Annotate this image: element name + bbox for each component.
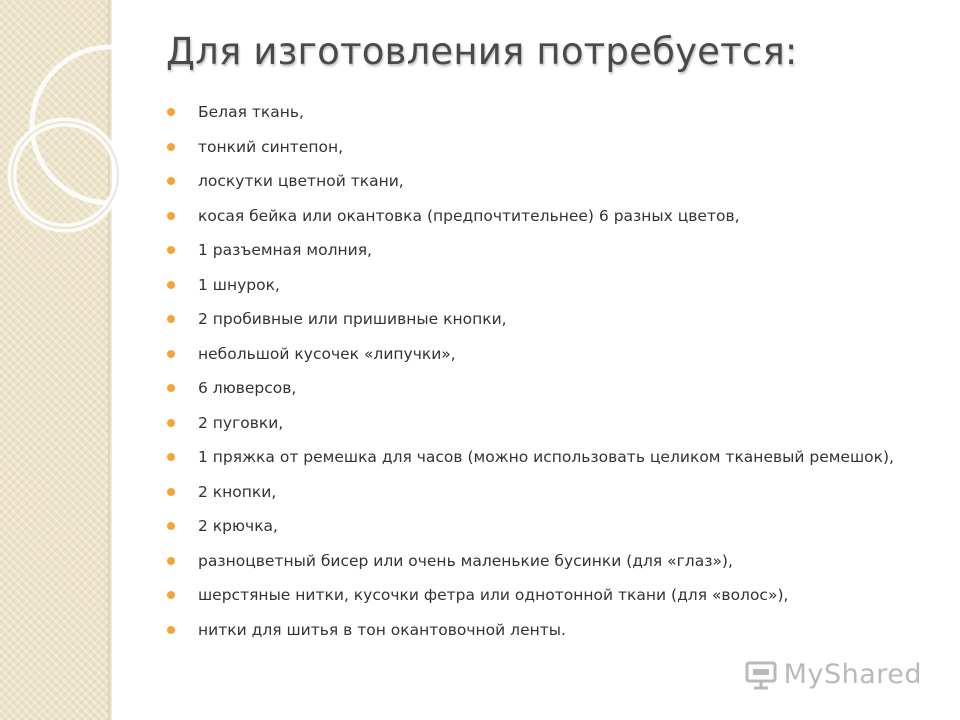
bullet-dot [167,557,175,565]
bullet-dot [167,626,175,634]
list-item-text: шерстяные нитки, кусочки фетра или однотонной ткани (для «волос»), [198,586,789,604]
list-item [163,551,923,571]
list-item [163,240,923,260]
list-item-text: нитки для шитья в тон окантовочной ленты. [198,620,566,639]
list-item-text: 6 люверсов, [198,379,297,397]
list-item [163,309,923,329]
bullet-dot [167,488,175,496]
list-item [163,482,923,502]
list-item-text: 2 крючка, [198,517,278,535]
bullet-dot [167,108,175,116]
list-item [163,413,923,433]
bullet-dot [167,315,175,323]
bullet-dot [167,143,175,151]
list-item [163,137,923,157]
bullet-dot [167,591,175,599]
bullet-dot [167,212,175,220]
list-item-text: лоскутки цветной ткани, [198,172,404,190]
list-item [163,275,923,295]
slide-title: Для изготовления потребуется: [166,30,798,73]
list-item-text: тонкий синтепон, [198,137,344,156]
bullet-dot [167,419,175,427]
bullet-dot [167,522,175,530]
presentation-board-icon [744,660,778,690]
list-item [163,171,923,191]
bullet-dot [167,453,175,461]
list-item-text: 1 шнурок, [198,275,280,294]
list-item-text: косая бейка или окантовка (предпочтительнее) 6 разных цветов, [198,206,740,225]
list-item-text: 2 пуговки, [198,413,284,432]
watermark-text: MyShared [783,659,922,690]
bullet-dot [167,177,175,185]
list-item [163,206,923,226]
list-item [163,620,923,640]
list-item-text: 2 пробивные или пришивные кнопки, [198,310,507,328]
list-item-text: 1 пряжка от ремешка для часов (можно использовать целиком тканевый ремешок), [198,448,894,466]
list-item [163,378,923,398]
list-item-text: 1 разъемная молния, [198,241,372,259]
list-item-text: небольшой кусочек «липучки», [198,344,456,363]
bullet-dot [167,350,175,358]
bullet-dot [167,246,175,254]
list-item-text: разноцветный бисер или очень маленькие бусинки (для «глаз»), [198,551,733,570]
list-item [163,344,923,364]
watermark-logo [744,659,922,690]
list-item [163,516,923,536]
list-item [163,102,923,122]
list-item [163,585,923,605]
materials-list [163,102,923,654]
list-item-text: Белая ткань, [198,103,304,121]
bullet-dot [167,281,175,289]
bullet-dot [167,384,175,392]
list-item [163,447,923,467]
list-item-text: 2 кнопки, [198,482,277,501]
